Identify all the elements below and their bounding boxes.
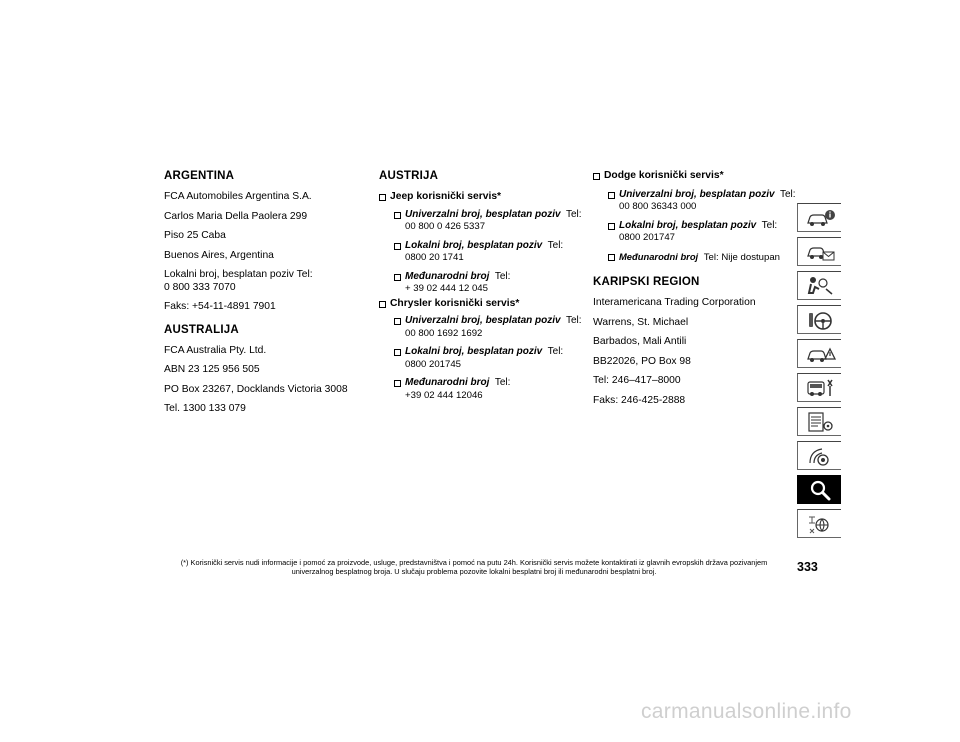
- square-bullet-icon: [394, 212, 401, 219]
- text-line: Faks: 246-425-2888: [593, 394, 686, 406]
- column-right: [593, 170, 798, 414]
- square-bullet-icon: [394, 274, 401, 281]
- sub-bullet: Univerzalni broj, besplatan poziv Tel: 00 800 36343 000: [608, 189, 798, 214]
- text-line: FCA Automobiles Argentina S.A.: [164, 191, 312, 202]
- media-icon: [806, 445, 836, 467]
- car-service-icon: [806, 377, 836, 399]
- steering-wheel-icon: [806, 309, 836, 331]
- text-line: Lokalni broj, besplatan poziv Tel:: [164, 269, 313, 280]
- sub-bullet: Univerzalni broj, besplatan poziv Tel: 00 800 1692 1692: [394, 315, 585, 340]
- text-line: Barbados, Mali Antili: [593, 336, 687, 347]
- text-line: Piso 25 Caba: [164, 230, 226, 241]
- column-middle: [379, 170, 585, 408]
- footnote: (*) Korisnički servis nudi informacije i pomoć za proizvode, usluge, predstavništva i pomoć na putu 24h. Korisnički servis možete kontaktirati iz glavnih evropskih država pozivanjem univerzalnog besplatnog broja. U slučaju problema pozovite lokalni besplatni broj ili međunarodni besplatni broj.: [180, 558, 768, 576]
- chapter-tabs: [797, 203, 841, 543]
- tab-car-service[interactable]: [797, 373, 841, 402]
- square-bullet-icon: [593, 173, 600, 180]
- square-bullet-icon: [394, 380, 401, 387]
- tab-specs[interactable]: [797, 407, 841, 436]
- square-bullet-icon: [394, 243, 401, 250]
- tab-language[interactable]: [797, 509, 841, 538]
- text-line: Carlos Maria Della Paolera 299: [164, 210, 308, 222]
- heading-australija: AUSTRALIJA: [164, 323, 239, 336]
- bullet-jeep: Jeep korisnički servis*: [379, 191, 585, 204]
- text-line: PO Box 23267, Docklands Victoria 3008: [164, 383, 348, 395]
- airbag-person-icon: [806, 275, 836, 297]
- text-line: 0 800 333 7070: [164, 281, 236, 293]
- sub-bullet: Lokalni broj, besplatan poziv Tel: 0800 201745: [394, 346, 585, 371]
- tab-steering[interactable]: [797, 305, 841, 334]
- specs-list-icon: [806, 411, 836, 433]
- square-bullet-icon: [608, 254, 615, 261]
- square-bullet-icon: [608, 223, 615, 230]
- tab-search[interactable]: [797, 475, 841, 504]
- language-icon: [806, 513, 836, 535]
- tab-car-info[interactable]: [797, 203, 841, 232]
- watermark: carmanualsonline.info: [641, 700, 852, 723]
- text-line: Buenos Aires, Argentina: [164, 249, 274, 261]
- warning-car-icon: [806, 343, 836, 365]
- sub-bullet: Univerzalni broj, besplatan poziv Tel: 00 800 0 426 5337: [394, 209, 585, 234]
- sub-bullet: Lokalni broj, besplatan poziv Tel: 0800 201747: [608, 220, 798, 245]
- text-line: BB22026, PO Box 98: [593, 355, 691, 367]
- text-line: Interamericana Trading Corporation: [593, 297, 756, 308]
- text-line: ABN 23 125 956 505: [164, 364, 260, 375]
- search-icon: [806, 479, 836, 501]
- bullet-chrysler: Chrysler korisnički servis*: [379, 298, 585, 311]
- tab-car-mail[interactable]: [797, 237, 841, 266]
- heading-karipski-region: KARIPSKI REGION: [593, 276, 700, 288]
- text-line: Tel. 1300 133 079: [164, 403, 246, 414]
- text-line: Warrens, St. Michael: [593, 316, 689, 328]
- square-bullet-icon: [379, 301, 386, 308]
- text-line: FCA Australia Pty. Ltd.: [164, 344, 267, 356]
- tab-warning[interactable]: [797, 339, 841, 368]
- text-line: Faks: +54-11-4891 7901: [164, 301, 276, 312]
- tab-airbag[interactable]: [797, 271, 841, 300]
- text-line: Tel: 246–417–8000: [593, 375, 681, 386]
- car-info-icon: [806, 207, 836, 229]
- sub-bullet: Lokalni broj, besplatan poziv Tel: 0800 20 1741: [394, 240, 585, 265]
- tab-media[interactable]: [797, 441, 841, 470]
- column-left: [164, 170, 370, 423]
- heading-argentina: ARGENTINA: [164, 170, 235, 182]
- square-bullet-icon: [608, 192, 615, 199]
- sub-bullet: Međunarodni broj Tel: Nije dostupan: [608, 251, 798, 265]
- heading-austrija: AUSTRIJA: [379, 170, 439, 182]
- square-bullet-icon: [394, 318, 401, 325]
- car-mail-icon: [806, 241, 836, 263]
- bullet-dodge: Dodge korisnički servis*: [593, 170, 798, 183]
- square-bullet-icon: [379, 194, 386, 201]
- sub-bullet: Međunarodni broj Tel: + 39 02 444 12 045: [394, 271, 585, 296]
- square-bullet-icon: [394, 349, 401, 356]
- page-number: 333: [797, 560, 818, 574]
- sub-bullet: Međunarodni broj Tel: +39 02 444 12046: [394, 377, 585, 402]
